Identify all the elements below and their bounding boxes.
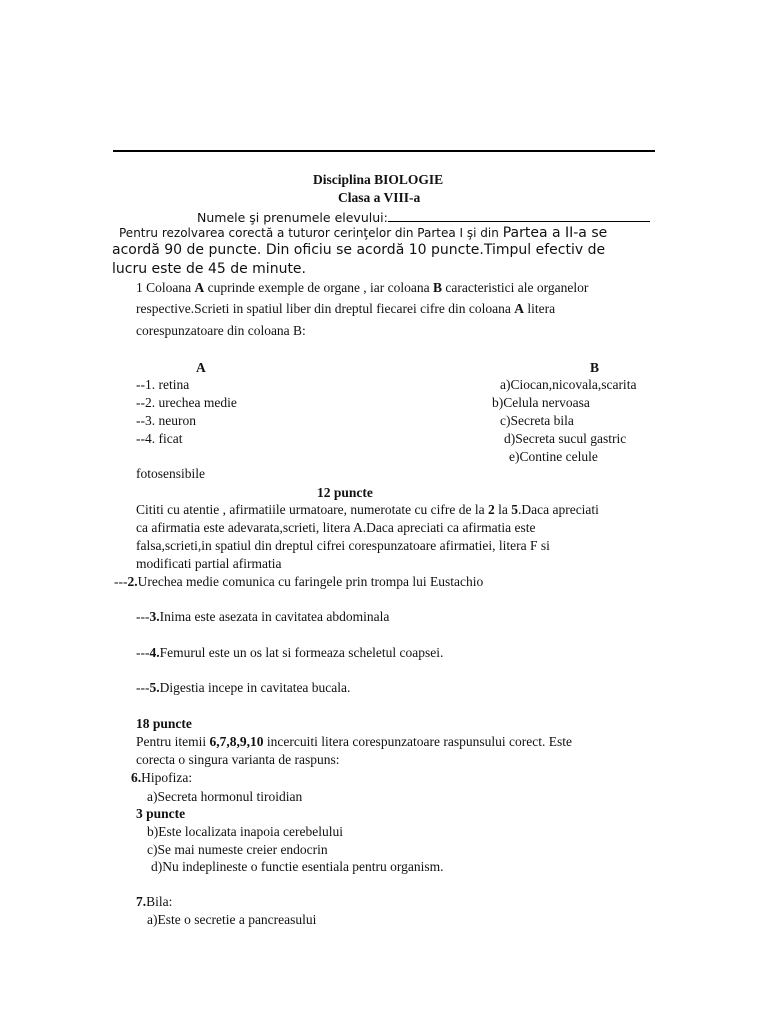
column-a-ref: A (514, 301, 524, 316)
intro-text: la (498, 502, 508, 517)
column-b-ref: B (433, 280, 443, 295)
column-b-item: c)Secreta bila (500, 413, 574, 428)
intro-text: caracteristici ale organelor (445, 280, 589, 295)
column-a-header: A (196, 360, 206, 375)
column-a-item: --2. urechea medie (136, 395, 237, 410)
item2-intro-line1 (136, 502, 599, 518)
instructions-line-1 (119, 225, 607, 241)
statement-number: 2. (127, 574, 138, 589)
statement-row (136, 680, 350, 696)
statement-row (136, 609, 389, 625)
item1-intro-line1 (136, 280, 588, 296)
discipline-title: Disciplina BIOLOGIE (313, 172, 444, 187)
column-a-item: --4. ficat (136, 431, 183, 446)
statement-row (136, 645, 443, 661)
statement-text: Inima este asezata in cavitatea abdominala (159, 609, 390, 624)
grade-title: Clasa a VIII-a (338, 190, 421, 205)
item-range: 6,7,8,9,10 (209, 734, 264, 749)
instructions-line-3: lucru este de 45 de minute. (112, 261, 306, 277)
header-divider (113, 150, 655, 152)
item3-intro-line2: corecta o singura varianta de raspuns: (136, 752, 340, 767)
answer-option[interactable]: d)Nu indeplineste o functie esentiala pentru organism. (151, 859, 444, 874)
intro-text: incercuiti litera corespunzatoare raspunsului corect. Este (266, 734, 572, 749)
column-a-item: --1. retina (136, 377, 190, 392)
column-b-item: e)Contine celule (509, 449, 598, 464)
intro-text: Pentru itemii (136, 734, 207, 749)
statement-number: 4. (149, 645, 160, 660)
item1-points: 12 puncte (317, 485, 373, 500)
answer-blank[interactable]: --- (114, 574, 128, 589)
item3-intro-line1 (136, 734, 572, 750)
item2-intro-line3: falsa,scrieti,in spatiul din dreptul cifrei corespunzatoare afirmatiei, litera F si (136, 538, 550, 553)
range-from: 2 (487, 502, 495, 517)
answer-blank[interactable]: --- (136, 645, 150, 660)
instructions-small: Pentru rezolvarea corectă a tuturor cerinţelor din Partea I şi din (119, 226, 499, 240)
answer-option[interactable]: b)Este localizata inapoia cerebelului (147, 824, 344, 839)
question-number: 7. (136, 894, 147, 909)
answer-blank[interactable]: --- (136, 680, 150, 695)
column-b-item: a)Ciocan,nicovala,scarita (500, 377, 637, 392)
question-text: Hipofiza: (141, 770, 193, 785)
statement-number: 3. (149, 609, 160, 624)
question-7 (136, 894, 172, 910)
question-6 (131, 770, 192, 786)
intro-text: respective.Scrieti in spatiul liber din dreptul fiecarei cifre din coloana (136, 301, 511, 316)
question-number: 6. (131, 770, 142, 785)
student-name-label: Numele şi prenumele elevului: (197, 210, 388, 225)
item1-intro-line3: corespunzatoare din coloana B: (136, 323, 306, 338)
column-b-item: d)Secreta sucul gastric (504, 431, 627, 446)
instructions-line-2: acordă 90 de puncte. Din oficiu se acordă 10 puncte.Timpul efectiv de (112, 242, 606, 258)
statement-text: Urechea medie comunica cu faringele prin trompa lui Eustachio (137, 574, 484, 589)
statement-text: Digestia incepe in cavitatea bucala. (159, 680, 351, 695)
answer-option[interactable]: a)Secreta hormonul tiroidian (147, 789, 303, 804)
student-name-row (197, 208, 650, 225)
column-b-wrap: fotosensibile (136, 466, 205, 481)
column-b-item: b)Celula nervoasa (492, 395, 590, 410)
intro-text: Cititi cu atentie , afirmatiile urmatoare, numerotate cu cifre de la (136, 502, 485, 517)
column-a-ref: A (194, 280, 205, 295)
item2-intro-line2: ca afirmatia este adevarata,scrieti, litera A.Daca apreciati ca afirmatia este (136, 520, 536, 535)
intro-text: litera (527, 301, 556, 316)
intro-text: cuprinde exemple de organe , iar coloana (207, 280, 430, 295)
range-to: 5 (511, 502, 518, 517)
instructions-big-1: Partea a II-a se (502, 225, 608, 241)
question-text: Bila: (146, 894, 173, 909)
question-points: 3 puncte (136, 806, 186, 821)
item1-intro-line2 (136, 301, 555, 317)
item-number: 1 (136, 280, 143, 295)
statement-row (114, 574, 483, 590)
item2-intro-line4: modificati partial afirmatia (136, 556, 282, 571)
answer-option[interactable]: a)Este o secretie a pancreasului (147, 912, 317, 927)
student-name-field[interactable] (388, 208, 650, 222)
statement-text: Femurul este un os lat si formeaza scheletul coapsei. (159, 645, 444, 660)
column-a-item: --3. neuron (136, 413, 196, 428)
column-b-header: B (590, 360, 600, 375)
item2-points: 18 puncte (136, 716, 192, 731)
intro-text: Coloana (146, 280, 192, 295)
answer-blank[interactable]: --- (136, 609, 150, 624)
answer-option[interactable]: c)Se mai numeste creier endocrin (147, 842, 328, 857)
statement-number: 5. (149, 680, 160, 695)
intro-text: .Daca apreciati (517, 502, 599, 517)
